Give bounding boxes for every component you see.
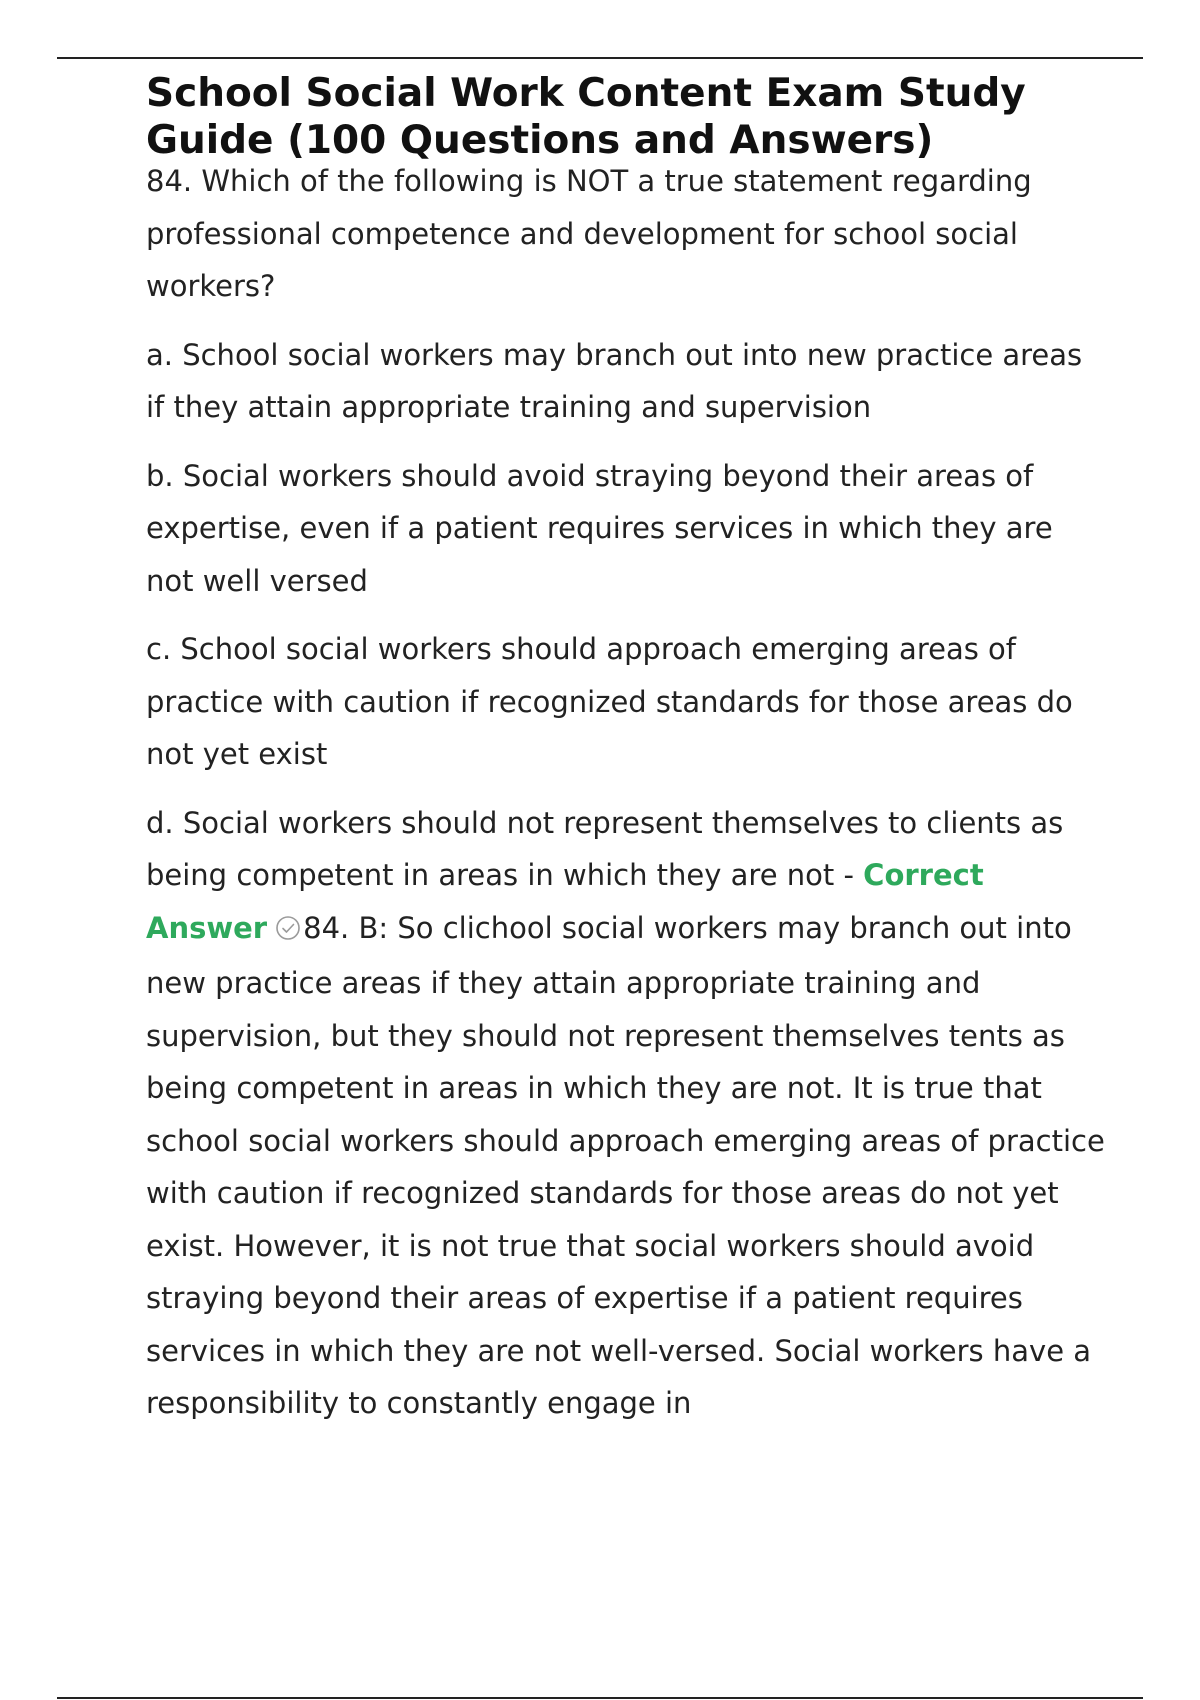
- option-c: c. School social workers should approach emerging areas of practice with caution if recognized standards for those areas do not yet exist: [146, 632, 1073, 771]
- option-a: a. School social workers may branch out into new practice areas if they attain appropriate training and supervision: [146, 337, 1083, 424]
- check-circle-icon: [275, 905, 301, 958]
- page-title: School Social Work Content Exam Study Guide (100 Questions and Answers): [146, 71, 1026, 163]
- option-d: d. Social workers should not represent themselves to clients as being competent in areas in which they are not -: [146, 805, 1064, 892]
- option-d-answer-block: [146, 797, 1106, 1430]
- correct-answer-label: Correct Answer: [146, 858, 984, 945]
- top-rule: [57, 57, 1143, 59]
- explanation-text: 84. B: So clichool social workers may branch out into new practice areas if they attain appropriate training and supervision, but they should not represent themselves tents as being competent in areas in which they are not. It is true that school social workers should approach emerging areas of practice with caution if recognized standards for those areas do not yet exist. However, it is not true that social workers should avoid straying beyond their areas of expertise if a patient requires services in which they are not well-versed. Social workers have a responsibility to constantly engage in: [146, 910, 1105, 1420]
- question-text: 84. Which of the following is NOT a true statement regarding professional competence and development for school social workers?: [146, 164, 1032, 303]
- page-content: [146, 70, 1106, 1430]
- option-b: b. Social workers should avoid straying beyond their areas of expertise, even if a patient requires services in which they are not well versed: [146, 458, 1053, 598]
- bottom-rule: [57, 1697, 1143, 1699]
